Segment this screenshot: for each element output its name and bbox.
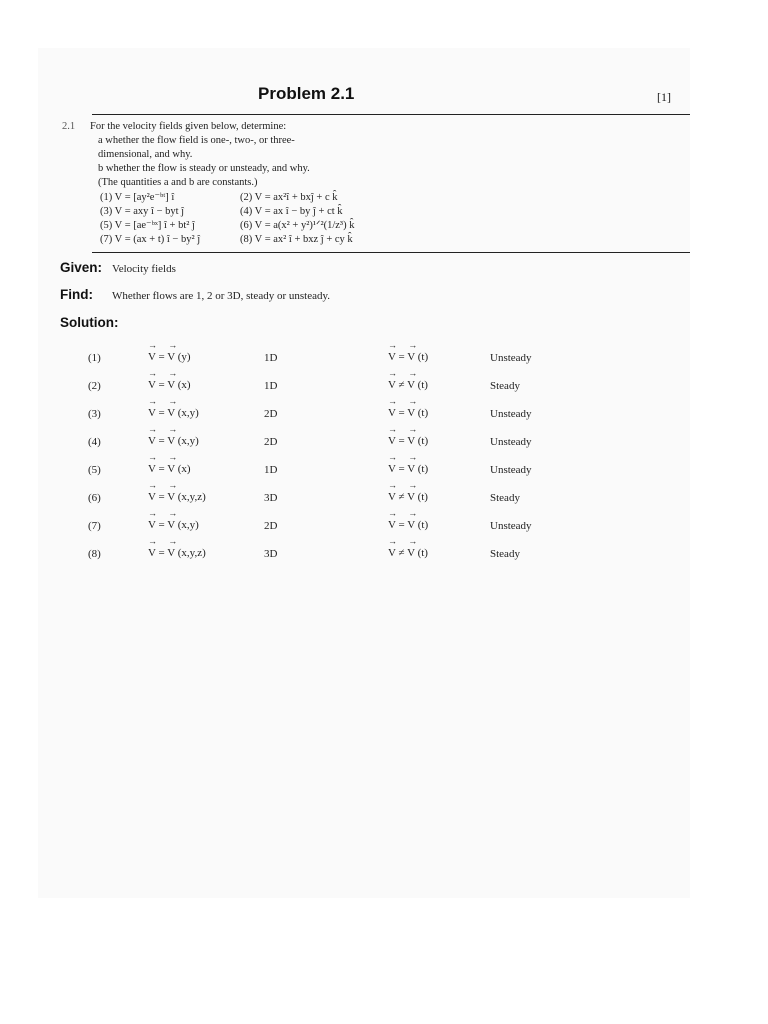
spatial-expression: V = V (x,y,z) (148, 547, 206, 559)
velocity-equations (100, 191, 380, 247)
row-index: (7) (88, 520, 101, 532)
solution-row (0, 536, 768, 564)
equation: (4) V = ax î − by ĵ + ct k̂ (240, 206, 343, 217)
solution-row (0, 508, 768, 536)
spatial-expression: V = V (x,y) (148, 407, 199, 419)
row-index: (2) (88, 380, 101, 392)
time-expression: V ≠ V (t) (388, 547, 428, 559)
vector-arrows: → → (388, 396, 418, 406)
spatial-dependence (148, 396, 199, 420)
spatial-expression: V = V (x,y,z) (148, 491, 206, 503)
time-dependence (388, 424, 428, 448)
part-a-continued: dimensional, and why. (98, 149, 193, 160)
time-expression: V = V (t) (388, 463, 429, 475)
solution-row (0, 368, 768, 396)
time-dependence (388, 480, 428, 504)
spatial-dependence (148, 340, 191, 364)
equation: (8) V = ax² î + bxz ĵ + cy k̂ (240, 234, 353, 245)
vector-arrows: → → (388, 480, 418, 490)
part-b-text: b whether the flow is steady or unsteady, and why. (98, 163, 310, 174)
dimensionality: 1D (264, 464, 278, 476)
spatial-dependence (148, 452, 191, 476)
equation: (7) V = (ax + t) î − by² ĵ (100, 234, 201, 245)
statement-intro-line (62, 120, 392, 134)
statement-part-b (62, 162, 392, 176)
row-index: (3) (88, 408, 101, 420)
time-expression: V = V (t) (388, 407, 429, 419)
given-text: Velocity fields (112, 263, 176, 275)
time-expression: V ≠ V (t) (388, 491, 428, 503)
row-index: (4) (88, 436, 101, 448)
vector-arrows: → → (148, 536, 178, 546)
flow-status: Steady (490, 492, 520, 504)
equation-row (100, 219, 380, 233)
equation-row (100, 205, 380, 219)
flow-status: Steady (490, 548, 520, 560)
dimensionality: 3D (264, 548, 278, 560)
flow-status: Unsteady (490, 352, 532, 364)
vector-arrows: → → (388, 424, 418, 434)
flow-status: Unsteady (490, 436, 532, 448)
vector-arrows: → → (148, 340, 178, 350)
page-reference: [1] (657, 90, 671, 104)
time-dependence (388, 508, 428, 532)
row-index: (8) (88, 548, 101, 560)
equation: (2) V = ax²î + bxĵ + c k̂ (240, 192, 338, 203)
dimensionality: 1D (264, 352, 278, 364)
dimensionality: 2D (264, 520, 278, 532)
spatial-dependence (148, 480, 206, 504)
problem-statement (62, 120, 392, 190)
time-dependence (388, 452, 428, 476)
statement-note (62, 176, 392, 190)
equation: (3) V = axy î − byt ĵ (100, 206, 185, 217)
time-dependence (388, 536, 428, 560)
row-index: (1) (88, 352, 101, 364)
flow-status: Unsteady (490, 520, 532, 532)
time-expression: V = V (t) (388, 435, 429, 447)
given-label: Given: (60, 260, 103, 275)
time-expression: V = V (t) (388, 519, 429, 531)
vector-arrows: → → (388, 368, 418, 378)
equation: (5) V = [ae⁻ᵇˣ] î + bt² ĵ (100, 220, 195, 231)
dimensionality: 2D (264, 436, 278, 448)
spatial-dependence (148, 424, 199, 448)
equation-row (100, 233, 380, 247)
statement-part-a (62, 134, 392, 148)
vector-arrows: → → (388, 452, 418, 462)
dimensionality: 1D (264, 380, 278, 392)
vector-arrows: → → (148, 368, 178, 378)
flow-status: Unsteady (490, 464, 532, 476)
top-divider (92, 114, 690, 115)
solution-row (0, 452, 768, 480)
vector-arrows: → → (148, 452, 178, 462)
vector-arrows: → → (148, 424, 178, 434)
vector-arrows: → → (388, 340, 418, 350)
problem-number: 2.1 (62, 121, 76, 132)
time-dependence (388, 368, 428, 392)
equation-row (100, 191, 380, 205)
row-index: (5) (88, 464, 101, 476)
row-index: (6) (88, 492, 101, 504)
find-label: Find: (60, 287, 93, 302)
dimensionality: 2D (264, 408, 278, 420)
equation: (6) V = a(x² + y²)¹ᐟ²(1/z³) k̂ (240, 220, 355, 231)
equation: (1) V = [ay²e⁻ᵇᵗ] î (100, 192, 175, 203)
vector-arrows: → → (148, 480, 178, 490)
vector-arrows: → → (148, 396, 178, 406)
time-dependence (388, 340, 428, 364)
find-text: Whether flows are 1, 2 or 3D, steady or unsteady. (112, 290, 330, 302)
solution-label: Solution: (60, 315, 119, 330)
flow-status: Unsteady (490, 408, 532, 420)
dimensionality: 3D (264, 492, 278, 504)
spatial-expression: V = V (x) (148, 379, 191, 391)
vector-arrows: → → (388, 508, 418, 518)
vector-arrows: → → (388, 536, 418, 546)
bottom-divider (92, 252, 690, 253)
flow-status: Steady (490, 380, 520, 392)
constants-note: (The quantities a and b are constants.) (98, 177, 258, 188)
part-a-text: a whether the flow field is one-, two-, or three- (98, 135, 295, 146)
statement-intro: For the velocity fields given below, determine: (90, 121, 287, 132)
spatial-dependence (148, 508, 199, 532)
time-expression: V = V (t) (388, 351, 429, 363)
solution-row (0, 424, 768, 452)
spatial-expression: V = V (x) (148, 463, 191, 475)
solution-row (0, 396, 768, 424)
time-dependence (388, 396, 428, 420)
spatial-dependence (148, 368, 191, 392)
vector-arrows: → → (148, 508, 178, 518)
page-title: Problem 2.1 (258, 84, 355, 103)
solution-row (0, 480, 768, 508)
spatial-expression: V = V (x,y) (148, 435, 199, 447)
spatial-expression: V = V (y) (148, 351, 191, 363)
spatial-expression: V = V (x,y) (148, 519, 199, 531)
statement-part-a-cont (62, 148, 392, 162)
solution-row (0, 340, 768, 368)
time-expression: V ≠ V (t) (388, 379, 428, 391)
spatial-dependence (148, 536, 206, 560)
